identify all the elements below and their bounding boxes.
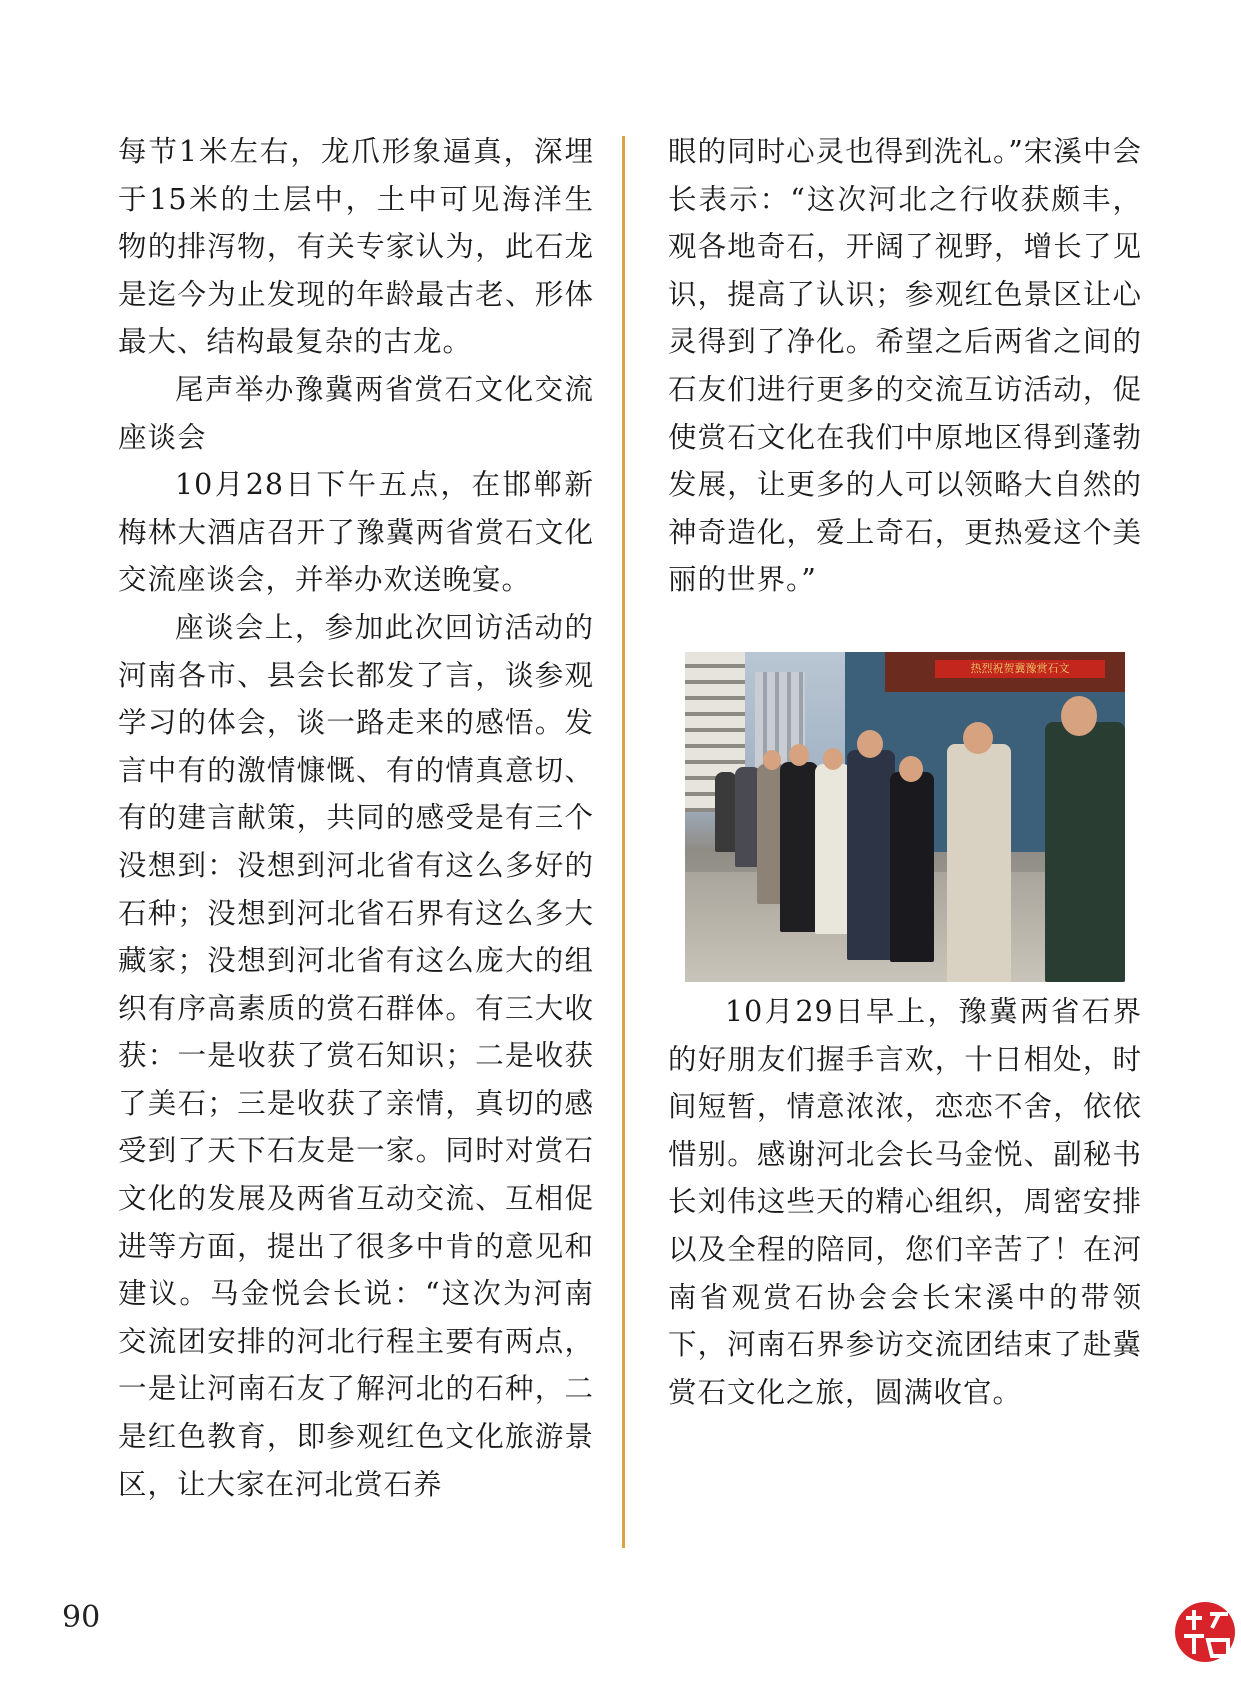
photo-head <box>857 730 883 758</box>
photo-person <box>715 772 737 852</box>
page-number: 90 <box>62 1600 101 1635</box>
photo-person <box>947 744 1011 982</box>
photo-person <box>847 750 895 960</box>
photo-person <box>1045 722 1125 982</box>
paragraph: 10月28日下午五点，在邯郸新梅林大酒店召开了豫冀两省赏石文化交流座谈会，并举办欢送晚宴。 <box>118 468 594 597</box>
photo-head <box>963 722 993 754</box>
right-column-bottom <box>668 988 1142 1416</box>
photo-person <box>815 764 851 934</box>
photo-head <box>823 748 843 770</box>
photo-person <box>890 772 934 962</box>
photo-head <box>789 744 809 766</box>
right-column-top <box>668 128 1142 604</box>
left-column <box>118 128 594 1508</box>
photo-head <box>899 756 923 782</box>
paragraph: 座谈会上，参加此次回访活动的河南各市、县会长都发了言，谈参观学习的体会，谈一路走来的感悟。发言中有的激情慷慨、有的情真意切、有的建言献策，共同的感受是有三个没想到：没想到河北省有这么多好的石种；没想到河北省石界有这么多大藏家；没想到河北省有这么庞大的组织有序高素质的赏石群体。有三大收获：一是收获了赏石知识；二是收获了美石；三是收获了亲情，真切的感受到了天下石友是一家。同时对赏石文化的发展及两省互动交流、互相促进等方面，提出了很多中肯的意见和建议。马金悦会长说：“这次为河南交流团安排的河北行程主要有两点，一是让河南石友了解河北的石种，二是红色教育，即参观红色文化旅游景区，让大家在河北赏石养 <box>118 610 594 1501</box>
photo-person <box>780 762 818 932</box>
paragraph: 每节1米左右，龙爪形象逼真，深埋于15米的土层中，土中可见海洋生物的排泻物，有关专家认为，此石龙是迄今为止发现的年龄最古老、形体最大、结构最复杂的古龙。 <box>118 135 594 359</box>
photo-head <box>1061 696 1097 736</box>
paragraph: 眼的同时心灵也得到洗礼。”宋溪中会长表示：“这次河北之行收获颇丰，观各地奇石，开阔了视野，增长了见识，提高了认识；参观红色景区让心灵得到了净化。希望之后两省之间的石友们进行更多的交流互访活动，促使赏石文化在我们中原地区得到蓬勃发展，让更多的人可以领略大自然的神奇造化，爱上奇石，更热爱这个美丽的世界。” <box>668 135 1142 597</box>
paragraph: 尾声举办豫冀两省赏石文化交流座谈会 <box>118 372 594 454</box>
huaxia-qishi-logo-icon <box>1172 1596 1238 1676</box>
photo-banner: 热烈祝贺冀豫赏石文 <box>935 660 1105 678</box>
paragraph: 10月29日早上，豫冀两省石界的好朋友们握手言欢，十日相处，时间短暂，情意浓浓，恋恋不舍，依依惜别。感谢河北会长马金悦、副秘书长刘伟这些天的精心组织，周密安排以及全程的陪同，您们辛苦了！在河南省观赏石协会会长宋溪中的带领下，河南石界参访交流团结束了赴冀赏石文化之旅，圆满收官。 <box>668 995 1142 1409</box>
column-divider <box>622 136 625 1548</box>
event-photo <box>685 652 1125 982</box>
photo-head <box>763 750 781 770</box>
